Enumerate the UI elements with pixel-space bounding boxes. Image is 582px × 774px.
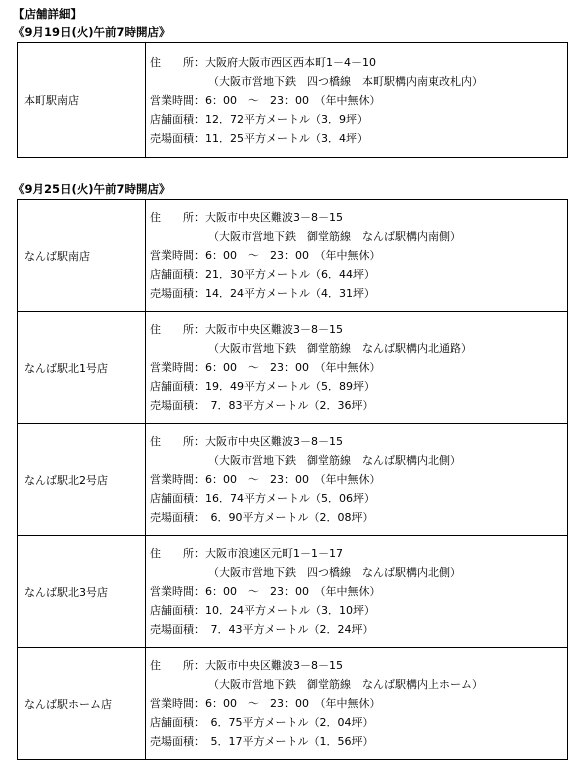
sales-area: 売場面積：14．24平方メートル（4．31坪） [150,287,375,300]
store-hours: 営業時間：6：00 ～ 23：00 （年中無休） [150,585,381,598]
sales-area: 売場面積： 6．90平方メートル（2．08坪） [150,511,374,524]
store-hours: 営業時間：6：00 ～ 23：00 （年中無休） [150,361,381,374]
sales-area: 売場面積： 5．17平方メートル（1．56坪） [150,735,374,748]
store-name: なんば駅北1号店 [18,312,146,424]
store-details [146,424,568,536]
section-title: 【店舗詳細】 [13,7,82,21]
store-table-sep25 [17,199,568,760]
store-table-sep19 [17,42,568,158]
store-details [146,200,568,312]
store-area: 店舗面積：16．74平方メートル（5．06坪） [150,492,375,505]
store-area: 店舗面積：12．72平方メートル（3．9坪） [150,112,368,126]
table-row [18,43,568,158]
store-access: （大阪市営地下鉄 四つ橋線 なんば駅構内北側） [208,566,461,579]
date-heading-sep19: 《9月19日(火)午前7時開店》 [13,25,171,39]
store-access: （大阪市営地下鉄 四つ橋線 本町駅構内南東改札内） [208,74,483,88]
store-address: 住 所：大阪市中央区難波3－8－15 [150,659,343,672]
store-area: 店舗面積： 6．75平方メートル（2．04坪） [150,716,374,729]
store-name: なんば駅北2号店 [18,424,146,536]
store-details [146,536,568,648]
store-hours: 営業時間：6：00 ～ 23：00 （年中無休） [150,697,381,710]
store-details [146,648,568,760]
store-area: 店舗面積：21．30平方メートル（6．44坪） [150,268,375,281]
store-address: 住 所：大阪府大阪市西区西本町1－4－10 [150,55,376,69]
date-heading-sep25: 《9月25日(火)午前7時開店》 [13,182,171,196]
store-area: 店舗面積：19．49平方メートル（5．89坪） [150,380,375,393]
store-name: なんば駅北3号店 [18,536,146,648]
store-address: 住 所：大阪市中央区難波3－8－15 [150,435,343,448]
table-row [18,536,568,648]
store-hours: 営業時間：6：00 ～ 23：00 （年中無休） [150,473,381,486]
sales-area: 売場面積：11．25平方メートル（3．4坪） [150,131,368,145]
table-row [18,312,568,424]
store-name: なんば駅南店 [18,200,146,312]
store-name: 本町駅南店 [18,43,146,158]
store-access: （大阪市営地下鉄 御堂筋線 なんば駅構内北通路） [208,342,472,355]
store-address: 住 所：大阪市浪速区元町1－1－17 [150,547,343,560]
store-address: 住 所：大阪市中央区難波3－8－15 [150,211,343,224]
store-hours: 営業時間：6：00 ～ 23：00 （年中無休） [150,93,381,107]
sales-area: 売場面積： 7．83平方メートル（2．36坪） [150,399,374,412]
store-access: （大阪市営地下鉄 御堂筋線 なんば駅構内上ホーム） [208,678,483,691]
store-address: 住 所：大阪市中央区難波3－8－15 [150,323,343,336]
store-access: （大阪市営地下鉄 御堂筋線 なんば駅構内南側） [208,230,461,243]
table-row [18,200,568,312]
store-name: なんば駅ホーム店 [18,648,146,760]
table-row [18,424,568,536]
table-row [18,648,568,760]
store-access: （大阪市営地下鉄 御堂筋線 なんば駅構内北側） [208,454,461,467]
store-hours: 営業時間：6：00 ～ 23：00 （年中無休） [150,249,381,262]
sales-area: 売場面積： 7．43平方メートル（2．24坪） [150,623,374,636]
store-details [146,312,568,424]
store-area: 店舗面積：10．24平方メートル（3．10坪） [150,604,375,617]
store-details [146,43,568,158]
